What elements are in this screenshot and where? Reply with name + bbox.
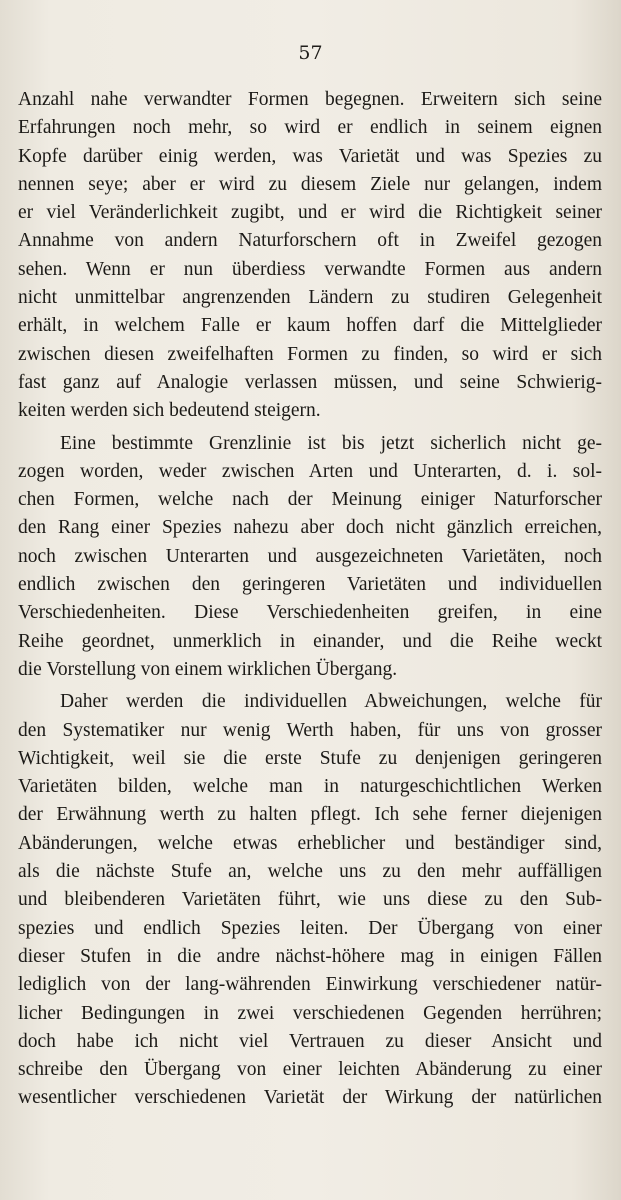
text-line: Kopfe darüber einig werden, was Varietät und was Spezies zu xyxy=(18,145,602,167)
text-line: Varietäten bilden, welche man in naturgeschichtlichen Werken xyxy=(18,776,602,798)
text-line: erhält, in welchem Falle er kaum hoffen darf die Mittelglieder xyxy=(18,315,602,337)
text-line: Reihe geordnet, unmerklich in einander, und die Reihe weckt xyxy=(18,630,602,652)
text-line: die Vorstellung von einem wirklichen Übergang. xyxy=(18,658,398,680)
text-line: nennen seye; aber er wird zu diesem Ziele nur gelangen, indem xyxy=(18,173,602,195)
text-line: licher Bedingungen in zwei verschiedenen Gegenden herrühren; xyxy=(18,1002,602,1024)
text-line: Wichtigkeit, weil sie die erste Stufe zu denjenigen geringeren xyxy=(18,747,602,769)
text-line: Erfahrungen noch mehr, so wird er endlich in seinem eignen xyxy=(18,117,602,139)
text-line: fast ganz auf Analogie verlassen müssen, und seine Schwierig- xyxy=(18,371,602,393)
paragraph xyxy=(18,688,602,1112)
text-line: den Systematiker nur wenig Werth haben, für uns von grosser xyxy=(18,719,602,741)
text-line: den Rang einer Spezies nahezu aber doch nicht gänzlich erreichen, xyxy=(18,517,602,539)
text-line: sehen. Wenn er nun überdiess verwandte Formen aus andern xyxy=(18,258,602,280)
page-number: 57 xyxy=(298,42,323,64)
text-line: endlich zwischen den geringeren Varietäten und individuellen xyxy=(18,574,602,596)
text-line: spezies und endlich Spezies leiten. Der Übergang von einer xyxy=(18,917,602,939)
text-line: zogen worden, weder zwischen Arten und Unterarten, d. i. sol- xyxy=(18,460,602,482)
text-line: noch zwischen Unterarten und ausgezeichneten Varietäten, noch xyxy=(18,545,602,567)
paragraph xyxy=(18,86,602,426)
text-line: lediglich von der lang-währenden Einwirkung verschiedener natür- xyxy=(18,974,602,996)
text-line: Daher werden die individuellen Abweichungen, welche für xyxy=(60,691,602,713)
text-line: als die nächste Stufe an, welche uns zu den mehr auffälligen xyxy=(18,861,602,883)
text-line: Abänderungen, welche etwas erheblicher und beständiger sind, xyxy=(18,832,602,854)
text-line: zwischen diesen zweifelhaften Formen zu finden, so wird er sich xyxy=(18,343,602,365)
text-line: wesentlicher verschiedenen Varietät der Wirkung der natürlichen xyxy=(18,1087,602,1109)
paragraph xyxy=(18,430,602,685)
body-text xyxy=(18,86,602,1113)
text-line: der Erwähnung werth zu halten pflegt. Ich sehe ferner diejenigen xyxy=(18,804,602,826)
text-line: doch habe ich nicht viel Vertrauen zu dieser Ansicht und xyxy=(18,1030,602,1052)
text-line: schreibe den Übergang von einer leichten Abänderung zu einer xyxy=(18,1059,602,1081)
text-line: und bleibenderen Varietäten führt, wie uns diese zu den Sub- xyxy=(18,889,602,911)
text-line: Verschiedenheiten. Diese Verschiedenheiten greifen, in eine xyxy=(18,602,602,624)
text-line: Anzahl nahe verwandter Formen begegnen. Erweitern sich seine xyxy=(18,89,602,110)
text-line: dieser Stufen in die andre nächst-höhere mag in einigen Fällen xyxy=(18,945,602,967)
text-line: er viel Veränderlichkeit zugibt, und er wird die Richtigkeit seiner xyxy=(18,202,602,224)
text-line: chen Formen, welche nach der Meinung einiger Naturforscher xyxy=(18,489,602,511)
text-line: Eine bestimmte Grenzlinie ist bis jetzt sicherlich nicht ge- xyxy=(60,432,602,454)
text-line: nicht unmittelbar angrenzenden Ländern zu studiren Gelegenheit xyxy=(18,287,602,309)
text-line: keiten werden sich bedeutend steigern. xyxy=(18,400,321,422)
text-line: Annahme von andern Naturforschern oft in Zweifel gezogen xyxy=(18,230,602,252)
